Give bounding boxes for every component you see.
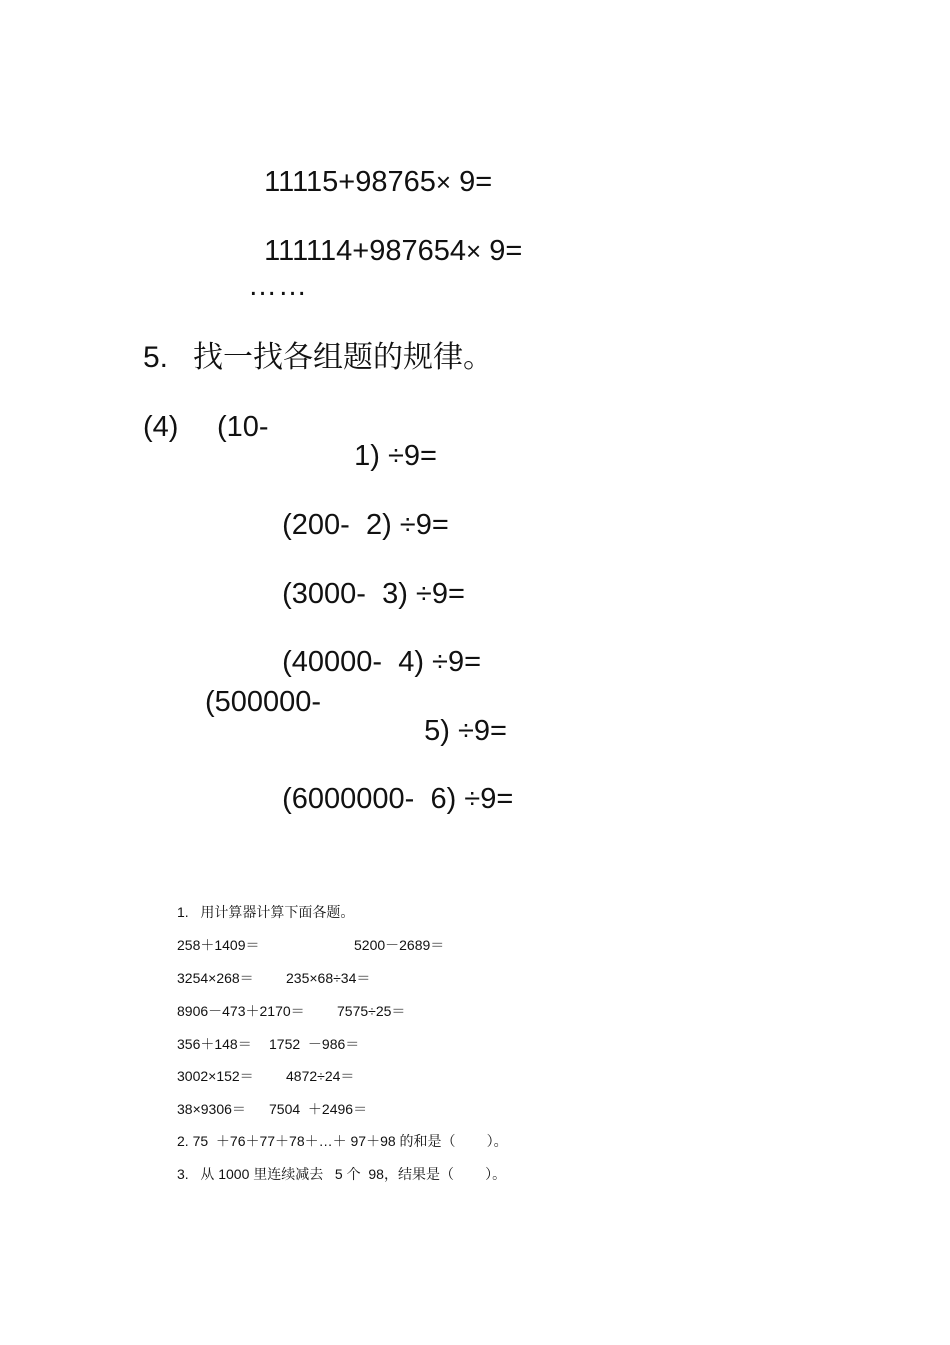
- divide-symbol: ÷: [432, 646, 448, 678]
- division-row-5-tail: 9=: [473, 715, 507, 747]
- equation-line-1: [248, 139, 492, 197]
- division-row-4-tail: 9=: [447, 646, 482, 678]
- calc-right: 1752 －986＝: [269, 1036, 360, 1052]
- division-row-4: [266, 619, 481, 677]
- question-2: 2. 75 ＋76＋77＋78＋…＋ 97＋98 的和是（ ）。: [177, 1133, 508, 1149]
- calc-right: 4872÷24＝: [286, 1068, 355, 1084]
- section-5-title: 5. 找一找各组题的规律。: [143, 341, 494, 374]
- divide-symbol: ÷: [464, 783, 481, 815]
- calc-left: 3254×268＝: [177, 970, 254, 986]
- division-row-2: [266, 482, 449, 540]
- calc-right: 7504 ＋2496＝: [269, 1101, 368, 1117]
- calc-left: 356＋148＝: [177, 1036, 252, 1052]
- division-row-4-left: (40000- 4): [282, 646, 433, 678]
- division-row-2-tail: 9=: [415, 509, 449, 541]
- ellipsis: ……: [248, 270, 308, 302]
- calc-right: 7575÷25＝: [337, 1003, 406, 1019]
- division-row-6-tail: 9=: [480, 783, 514, 815]
- division-row-1: [338, 413, 437, 471]
- divide-symbol: ÷: [415, 578, 432, 610]
- equation-line-2: [248, 208, 522, 266]
- equation-2-left: 111114+987654: [264, 235, 466, 267]
- divide-symbol: ÷: [399, 509, 416, 541]
- equation-2-tail: 9=: [481, 235, 523, 267]
- calc-left: 38×9306＝: [177, 1101, 246, 1117]
- calc-left: 3002×152＝: [177, 1068, 254, 1084]
- division-row-5-left: (500000-: [205, 686, 322, 718]
- calc-right: 235×68÷34＝: [286, 970, 371, 986]
- division-row-3: [266, 551, 465, 609]
- times-symbol: ×: [435, 167, 452, 197]
- division-row-6: [266, 756, 513, 814]
- sub-question-label: (4): [143, 411, 179, 443]
- division-row-1-tail: 9=: [403, 440, 437, 472]
- calc-left: 258＋1409＝: [177, 937, 260, 953]
- divide-symbol: ÷: [457, 715, 474, 747]
- calc-left: 8906－473＋2170＝: [177, 1003, 305, 1019]
- equation-1-tail: 9=: [451, 166, 493, 198]
- division-row-5: [408, 688, 507, 746]
- division-row-1-right: 1): [354, 440, 388, 472]
- question-1-title: 1. 用计算器计算下面各题。: [177, 904, 355, 920]
- divide-symbol: ÷: [387, 440, 404, 472]
- division-row-6-left: (6000000- 6): [282, 783, 465, 815]
- division-row-3-left: (3000- 3): [282, 578, 416, 610]
- calc-right: 5200－2689＝: [354, 937, 445, 953]
- division-row-3-tail: 9=: [431, 578, 465, 610]
- division-row-1-left: (10-: [217, 411, 269, 443]
- question-3: 3. 从 1000 里连续减去 5 个 98，结果是（ ）。: [177, 1166, 507, 1182]
- equation-1-left: 11115+98765: [264, 166, 436, 198]
- division-row-2-left: (200- 2): [282, 509, 400, 541]
- division-row-5-right: 5): [424, 715, 458, 747]
- times-symbol: ×: [466, 236, 482, 266]
